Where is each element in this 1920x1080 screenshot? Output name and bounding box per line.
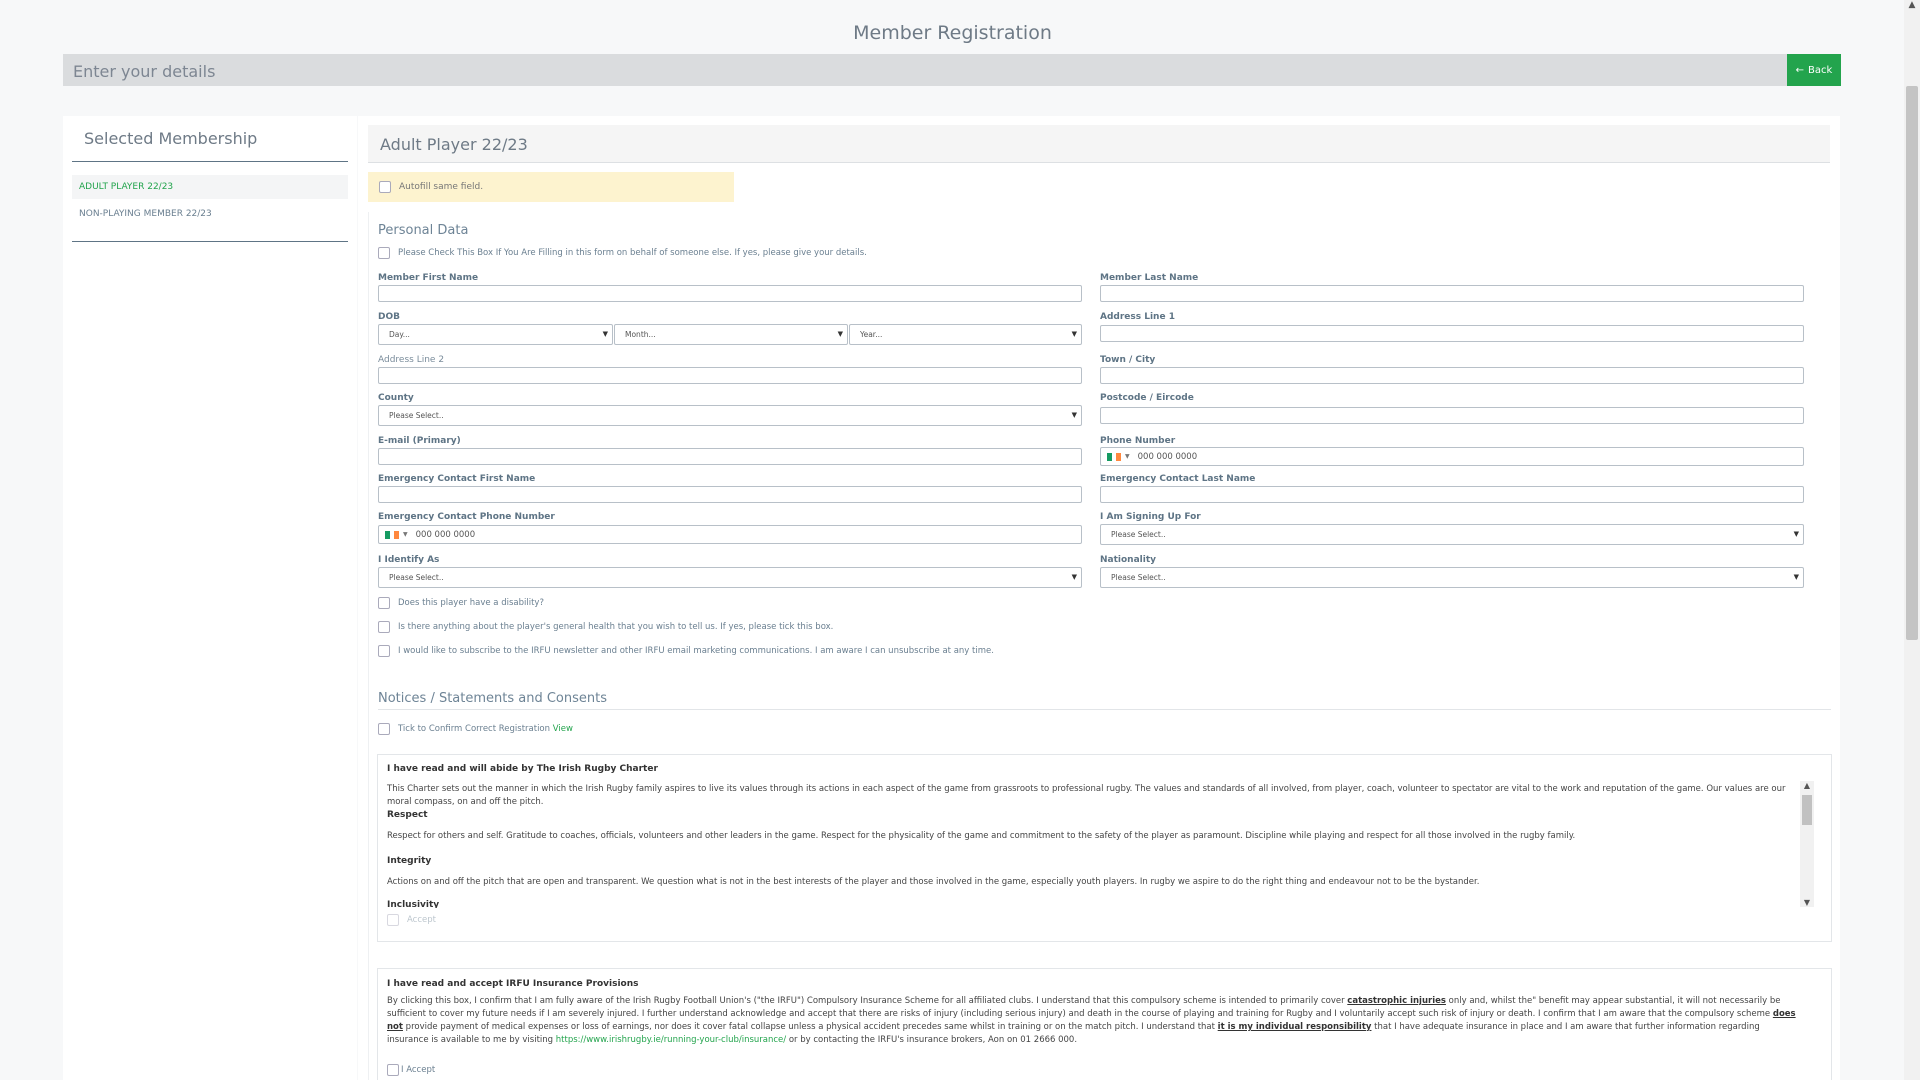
page-scrollbar[interactable] — [1904, 0, 1920, 1080]
charter-scrollbar[interactable] — [1800, 781, 1814, 907]
last-name-label: Member Last Name — [1100, 273, 1199, 283]
dob-day-select[interactable] — [378, 324, 613, 345]
address2-input[interactable] — [378, 367, 1082, 384]
newsletter-row — [378, 645, 994, 657]
charter-accept-row — [387, 914, 436, 926]
scroll-down-icon[interactable]: ▼ — [1803, 898, 1811, 907]
dob-label: DOB — [378, 312, 400, 322]
caret-down-icon: ▼ — [1793, 530, 1799, 538]
ec-last-input[interactable] — [1100, 486, 1804, 503]
notices-title: Notices / Statements and Consents — [378, 691, 608, 706]
sidebar-title: Selected Membership — [84, 129, 258, 148]
confirm-label: Tick to Confirm Correct Registration — [398, 724, 551, 734]
caret-down-icon: ▼ — [1125, 453, 1130, 460]
signing-label: I Am Signing Up For — [1100, 512, 1201, 522]
insurance-text-part: or by contacting the IRFU's insurance brokers, Aon on 01 2666 000. — [786, 1035, 1078, 1045]
page-title: Member Registration — [853, 22, 1052, 44]
sidebar-divider — [72, 161, 348, 162]
insurance-accept-label: I Accept — [401, 1065, 436, 1075]
caret-down-icon: ▼ — [403, 531, 408, 538]
dob-year-select[interactable] — [849, 324, 1082, 345]
dob-month-value: Month... — [625, 330, 656, 339]
identify-value: Please Select.. — [389, 573, 444, 582]
integrity-text: Actions on and off the pitch that are open and transparent. We question what is not in the best interests of the player and those involved in the game, especially youth players. In rugby we aspire to do the right thing and endeavour not to be the bystander. — [387, 877, 1480, 887]
notices-divider — [378, 709, 1831, 710]
county-select[interactable] — [378, 405, 1082, 426]
sidebar-divider — [72, 241, 348, 242]
insurance-text-part: By clicking this box, I confirm that I am fully aware of the Irish Rugby Football Union's ("the IRFU") Compulsory Insurance Scheme for all affiliated clubs. I understand that this compulsory scheme is intended to primarily cover — [387, 996, 1348, 1006]
caret-down-icon: ▼ — [1793, 573, 1799, 581]
scroll-up-icon[interactable]: ▲ — [1908, 0, 1916, 10]
insurance-text-part: provide payment of medical expenses or loss of earnings, nor does it cover fatal collapse unless a physical accident precedes same whilst in training or on the match pitch. I understand that — [402, 1022, 1218, 1032]
insurance-text-part: that I have adequate insurance in place and I am aware that further information regarding insurance is available to me by visiting — [387, 1022, 1760, 1045]
ec-phone-label: Emergency Contact Phone Number — [378, 512, 555, 522]
charter-intro: This Charter sets out the manner in which the Irish Rugby family aspires to live its values through its actions in each aspect of the game from grassroots to professional rugby. The values and standards of all involved, from player, coach, volunteer to spectator are vital to the work and reputation of the game. Our values are our moral compass, on and off the pitch. — [387, 784, 1786, 807]
caret-down-icon: ▼ — [1071, 330, 1077, 338]
back-button[interactable] — [1787, 54, 1841, 86]
county-label: County — [378, 393, 414, 403]
address1-label: Address Line 1 — [1100, 312, 1175, 322]
ec-first-label: Emergency Contact First Name — [378, 474, 536, 484]
nationality-label: Nationality — [1100, 555, 1156, 565]
disability-checkbox[interactable] — [378, 597, 390, 609]
charter-consent-box — [377, 754, 1832, 942]
address1-input[interactable] — [1100, 325, 1804, 342]
caret-down-icon: ▼ — [1071, 411, 1077, 419]
county-value: Please Select.. — [389, 411, 444, 420]
town-label: Town / City — [1100, 355, 1156, 365]
insurance-consent-box — [377, 968, 1832, 1080]
phone-input[interactable] — [1100, 447, 1804, 466]
email-label: E-mail (Primary) — [378, 436, 461, 446]
health-row — [378, 621, 833, 633]
ec-phone-input[interactable] — [378, 525, 1082, 544]
first-name-label: Member First Name — [378, 273, 479, 283]
insurance-text-part: only and, whilst the" benefit may appear substantial, it will not necessarily be sufficient to cover my future needs if I am severely injured. I further understand acknowledge and accept that there are risks of injury (including serious injury) and death in the course of playing and training for Rugby and I voluntarily accept such risk of injury or death. I confirm that I am aware that the compulsory scheme — [387, 996, 1781, 1019]
email-input[interactable] — [378, 448, 1082, 465]
respect-title: Respect — [387, 810, 428, 820]
postcode-input[interactable] — [1100, 407, 1804, 424]
ec-last-label: Emergency Contact Last Name — [1100, 474, 1256, 484]
membership-title: Adult Player 22/23 — [380, 135, 528, 154]
dob-day-value: Day... — [389, 330, 410, 339]
autofill-box — [368, 172, 734, 202]
back-label: Back — [1808, 64, 1833, 76]
dob-year-value: Year... — [860, 330, 883, 339]
charter-accept-label: Accept — [407, 915, 436, 925]
respect-text: Respect for others and self. Gratitude to coaches, officials, volunteers and other leaders in the game. Respect for the physicality of the game and commitment to the safety of the player as paramount. Discipline while playing and respect for all those involved in the rugby family. — [387, 831, 1576, 841]
autofill-checkbox[interactable] — [379, 181, 391, 193]
address2-label: Address Line 2 — [378, 355, 445, 365]
health-label: Is there anything about the player's general health that you wish to tell us. If yes, please tick this box. — [398, 622, 834, 632]
disability-row — [378, 597, 544, 609]
insurance-emphasis: does not — [387, 1009, 1796, 1032]
integrity-title: Integrity — [387, 856, 432, 866]
confirm-checkbox[interactable] — [378, 723, 390, 735]
page-scroll-thumb[interactable] — [1906, 86, 1918, 640]
caret-down-icon: ▼ — [602, 330, 608, 338]
phone-label: Phone Number — [1100, 436, 1176, 446]
nationality-value: Please Select.. — [1111, 573, 1166, 582]
postcode-label: Postcode / Eircode — [1100, 393, 1194, 403]
membership-sidebar — [63, 116, 357, 1080]
dob-month-select[interactable] — [614, 324, 848, 345]
caret-down-icon: ▼ — [837, 330, 843, 338]
newsletter-checkbox[interactable] — [378, 645, 390, 657]
subheader-title: Enter your details — [73, 62, 216, 81]
subheader-bar — [63, 54, 1840, 86]
newsletter-label: I would like to subscribe to the IRFU newsletter and other IRFU email marketing communications. I am aware I can unsubscribe at any time. — [398, 646, 994, 656]
charter-heading: I have read and will abide by The Irish Rugby Charter — [387, 764, 658, 774]
behalf-checkbox[interactable] — [378, 247, 390, 259]
identify-select[interactable] — [378, 567, 1082, 588]
personal-data-title: Personal Data — [378, 223, 469, 238]
inclusivity-title: Inclusivity — [387, 900, 440, 908]
insurance-heading: I have read and accept IRFU Insurance Provisions — [387, 979, 639, 989]
last-name-input[interactable] — [1100, 285, 1804, 302]
confirm-view-link[interactable]: View — [552, 724, 573, 734]
signing-select[interactable] — [1100, 524, 1804, 545]
scroll-up-icon[interactable]: ▲ — [1803, 781, 1811, 790]
scroll-thumb[interactable] — [1802, 795, 1812, 825]
insurance-emphasis: it is my individual responsibility — [1217, 1022, 1372, 1032]
phone-placeholder: 000 000 0000 — [1137, 451, 1198, 462]
nationality-select[interactable] — [1100, 567, 1804, 588]
identify-label: I Identify As — [378, 555, 440, 565]
membership-header — [368, 125, 1830, 163]
signing-value: Please Select.. — [1111, 530, 1166, 539]
ireland-flag-icon[interactable] — [385, 531, 399, 539]
registration-panel — [358, 116, 1840, 1080]
ec-phone-placeholder: 000 000 0000 — [415, 529, 476, 540]
sidebar-item-non-playing-member[interactable]: NON-PLAYING MEMBER 22/23 — [79, 209, 212, 219]
insurance-text — [387, 995, 1797, 1047]
insurance-accept-row — [387, 1064, 435, 1076]
behalf-row — [378, 247, 867, 259]
arrow-left-icon: ← — [1795, 64, 1805, 76]
caret-down-icon: ▼ — [1071, 573, 1077, 581]
disability-label: Does this player have a disability? — [398, 598, 544, 608]
insurance-link[interactable]: https://www.irishrugby.ie/running-your-club/insurance/ — [555, 1035, 787, 1045]
insurance-accept-checkbox[interactable] — [387, 1064, 399, 1076]
confirm-row — [378, 723, 573, 735]
first-name-input[interactable] — [378, 285, 1082, 302]
charter-accept-checkbox[interactable] — [387, 914, 399, 926]
form-card — [368, 212, 1830, 1080]
ec-first-input[interactable] — [378, 486, 1082, 503]
town-input[interactable] — [1100, 367, 1804, 384]
ireland-flag-icon[interactable] — [1107, 453, 1121, 461]
insurance-emphasis: catastrophic injuries — [1347, 996, 1446, 1006]
sidebar-item-adult-player[interactable]: ADULT PLAYER 22/23 — [72, 175, 348, 199]
behalf-label: Please Check This Box If You Are Filling in this form on behalf of someone else. If yes, please give your details. — [398, 248, 867, 258]
health-checkbox[interactable] — [378, 621, 390, 633]
autofill-label: Autofill same field. — [399, 182, 484, 192]
